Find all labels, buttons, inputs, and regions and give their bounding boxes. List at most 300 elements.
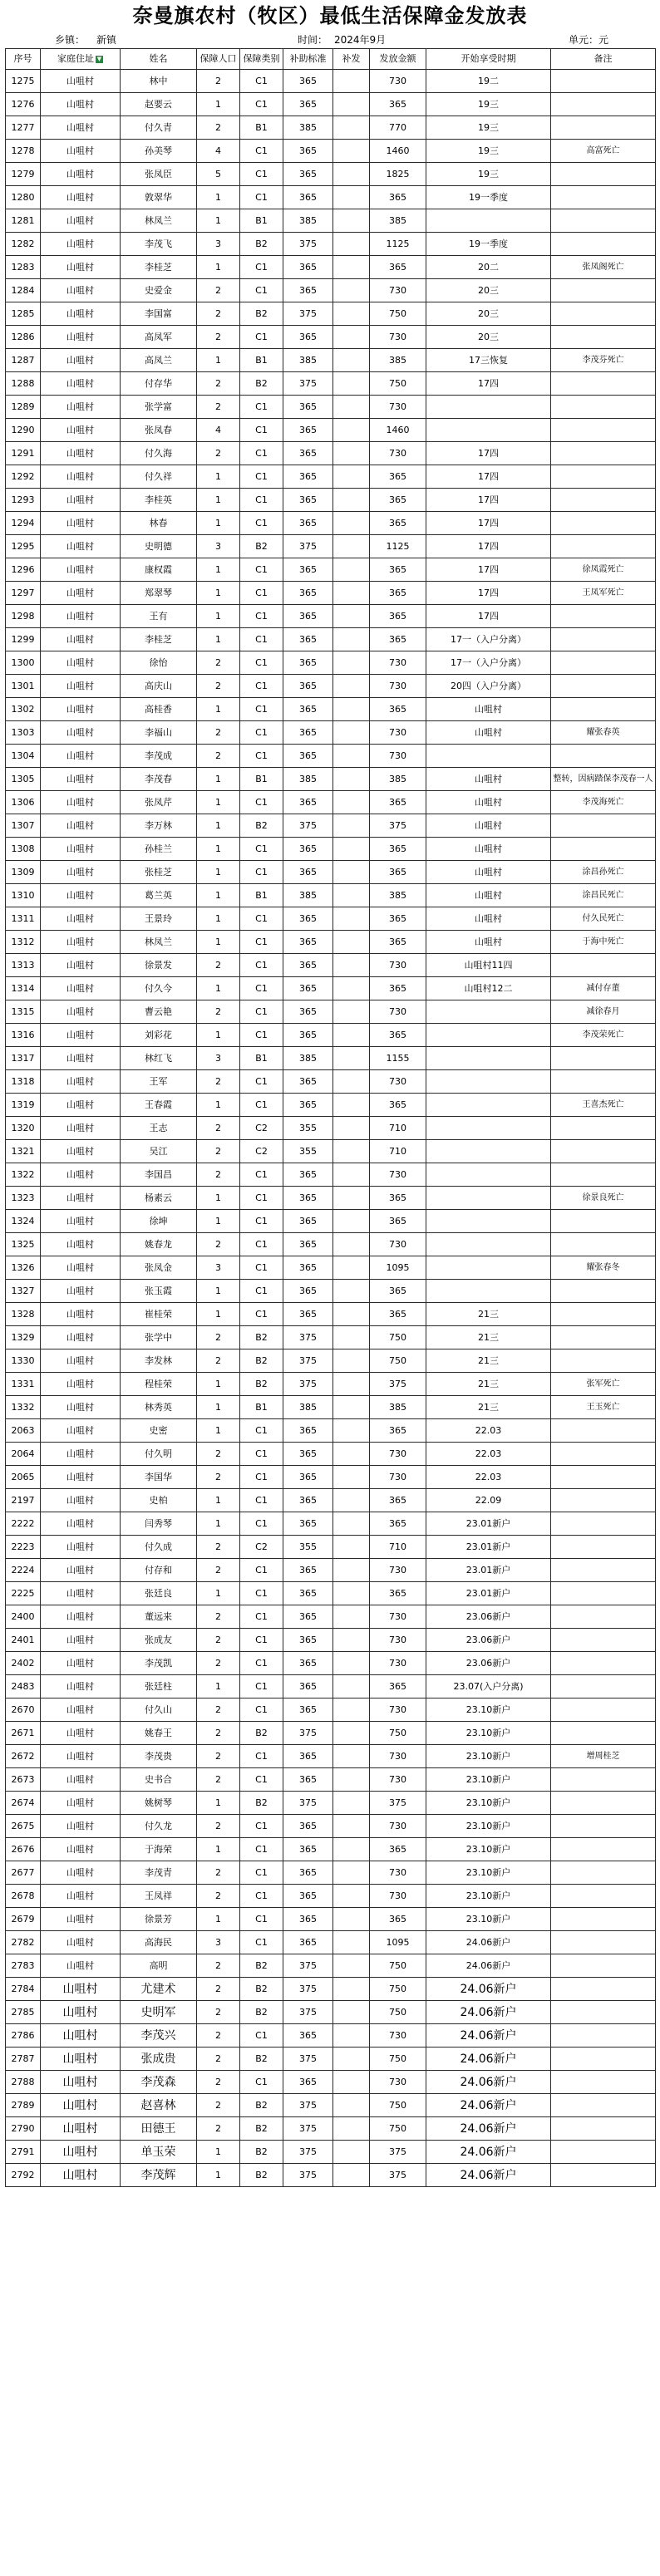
- people-cell[interactable]: 2: [197, 302, 240, 326]
- start-period-cell[interactable]: 21三: [426, 1303, 551, 1326]
- standard-cell[interactable]: 365: [283, 698, 333, 721]
- category-cell[interactable]: C1: [240, 2024, 283, 2048]
- serial-cell[interactable]: 1289: [6, 396, 41, 419]
- serial-cell[interactable]: 1321: [6, 1140, 41, 1163]
- start-period-cell[interactable]: [426, 1187, 551, 1210]
- amount-cell[interactable]: 1825: [370, 163, 426, 186]
- standard-cell[interactable]: 355: [283, 1536, 333, 1559]
- note-cell[interactable]: 高富死亡: [551, 140, 656, 163]
- backpay-cell[interactable]: [333, 1047, 370, 1070]
- name-cell[interactable]: 史密: [121, 1419, 197, 1443]
- address-cell[interactable]: 山咀村: [41, 1722, 121, 1745]
- people-cell[interactable]: 2: [197, 396, 240, 419]
- category-cell[interactable]: C1: [240, 1233, 283, 1256]
- category-cell[interactable]: C1: [240, 419, 283, 442]
- serial-cell[interactable]: 1329: [6, 1326, 41, 1349]
- category-cell[interactable]: C1: [240, 396, 283, 419]
- serial-cell[interactable]: 2783: [6, 1954, 41, 1978]
- name-cell[interactable]: 李万林: [121, 814, 197, 838]
- people-cell[interactable]: 4: [197, 419, 240, 442]
- backpay-cell[interactable]: [333, 814, 370, 838]
- backpay-cell[interactable]: [333, 1373, 370, 1396]
- standard-cell[interactable]: 365: [283, 465, 333, 489]
- category-cell[interactable]: C1: [240, 651, 283, 675]
- people-cell[interactable]: 1: [197, 1303, 240, 1326]
- address-cell[interactable]: 山咀村: [41, 1280, 121, 1303]
- address-cell[interactable]: 山咀村: [41, 861, 121, 884]
- name-cell[interactable]: 张玉霞: [121, 1280, 197, 1303]
- address-cell[interactable]: 山咀村: [41, 1117, 121, 1140]
- backpay-cell[interactable]: [333, 70, 370, 93]
- people-cell[interactable]: 2: [197, 651, 240, 675]
- name-cell[interactable]: 姚树琴: [121, 1792, 197, 1815]
- serial-cell[interactable]: 1322: [6, 1163, 41, 1187]
- note-cell[interactable]: 增周桂芝: [551, 1745, 656, 1768]
- backpay-cell[interactable]: [333, 931, 370, 954]
- amount-cell[interactable]: 365: [370, 1303, 426, 1326]
- backpay-cell[interactable]: [333, 651, 370, 675]
- note-cell[interactable]: [551, 2048, 656, 2071]
- start-period-cell[interactable]: 山咀村: [426, 791, 551, 814]
- backpay-cell[interactable]: [333, 1582, 370, 1605]
- name-cell[interactable]: 付久明: [121, 1443, 197, 1466]
- standard-cell[interactable]: 375: [283, 372, 333, 396]
- backpay-cell[interactable]: [333, 1187, 370, 1210]
- category-cell[interactable]: C1: [240, 698, 283, 721]
- start-period-cell[interactable]: [426, 1233, 551, 1256]
- amount-cell[interactable]: 750: [370, 1954, 426, 1978]
- people-cell[interactable]: 2: [197, 1745, 240, 1768]
- address-cell[interactable]: 山咀村: [41, 349, 121, 372]
- note-cell[interactable]: [551, 465, 656, 489]
- people-cell[interactable]: 2: [197, 2001, 240, 2024]
- address-cell[interactable]: 山咀村: [41, 1931, 121, 1954]
- category-cell[interactable]: B1: [240, 209, 283, 233]
- people-cell[interactable]: 2: [197, 326, 240, 349]
- serial-cell[interactable]: 2222: [6, 1512, 41, 1536]
- address-cell[interactable]: 山咀村: [41, 279, 121, 302]
- name-cell[interactable]: 付久海: [121, 442, 197, 465]
- start-period-cell[interactable]: 22.03: [426, 1443, 551, 1466]
- standard-cell[interactable]: 365: [283, 861, 333, 884]
- category-cell[interactable]: C1: [240, 791, 283, 814]
- name-cell[interactable]: 田德王: [121, 2117, 197, 2141]
- address-cell[interactable]: 山咀村: [41, 1978, 121, 2001]
- header-cell[interactable]: 保障人口: [197, 49, 240, 70]
- serial-cell[interactable]: 1325: [6, 1233, 41, 1256]
- name-cell[interactable]: 于海荣: [121, 1838, 197, 1861]
- serial-cell[interactable]: 1296: [6, 558, 41, 582]
- category-cell[interactable]: C1: [240, 1629, 283, 1652]
- standard-cell[interactable]: 365: [283, 1303, 333, 1326]
- standard-cell[interactable]: 365: [283, 605, 333, 628]
- amount-cell[interactable]: 365: [370, 489, 426, 512]
- standard-cell[interactable]: 365: [283, 907, 333, 931]
- note-cell[interactable]: [551, 1326, 656, 1349]
- name-cell[interactable]: 李桂芝: [121, 256, 197, 279]
- amount-cell[interactable]: 365: [370, 907, 426, 931]
- serial-cell[interactable]: 2064: [6, 1443, 41, 1466]
- people-cell[interactable]: 1: [197, 582, 240, 605]
- start-period-cell[interactable]: 山咀村: [426, 768, 551, 791]
- backpay-cell[interactable]: [333, 698, 370, 721]
- start-period-cell[interactable]: [426, 396, 551, 419]
- address-cell[interactable]: 山咀村: [41, 1512, 121, 1536]
- category-cell[interactable]: C1: [240, 675, 283, 698]
- start-period-cell[interactable]: [426, 1117, 551, 1140]
- start-period-cell[interactable]: 山咀村: [426, 721, 551, 745]
- category-cell[interactable]: C1: [240, 1605, 283, 1629]
- people-cell[interactable]: 2: [197, 675, 240, 698]
- start-period-cell[interactable]: 24.06新户: [426, 1954, 551, 1978]
- address-cell[interactable]: 山咀村: [41, 1443, 121, 1466]
- people-cell[interactable]: 1: [197, 1024, 240, 1047]
- start-period-cell[interactable]: 22.09: [426, 1489, 551, 1512]
- category-cell[interactable]: B2: [240, 233, 283, 256]
- note-cell[interactable]: [551, 1117, 656, 1140]
- category-cell[interactable]: B2: [240, 2094, 283, 2117]
- backpay-cell[interactable]: [333, 977, 370, 1000]
- backpay-cell[interactable]: [333, 1396, 370, 1419]
- amount-cell[interactable]: 365: [370, 582, 426, 605]
- amount-cell[interactable]: 730: [370, 396, 426, 419]
- serial-cell[interactable]: 2676: [6, 1838, 41, 1861]
- header-cell[interactable]: 备注: [551, 49, 656, 70]
- standard-cell[interactable]: 365: [283, 1094, 333, 1117]
- header-cell[interactable]: 姓名: [121, 49, 197, 70]
- standard-cell[interactable]: 365: [283, 1582, 333, 1605]
- note-cell[interactable]: [551, 698, 656, 721]
- category-cell[interactable]: C1: [240, 721, 283, 745]
- address-cell[interactable]: 山咀村: [41, 1838, 121, 1861]
- name-cell[interactable]: 林凤兰: [121, 931, 197, 954]
- name-cell[interactable]: 付久祥: [121, 465, 197, 489]
- address-cell[interactable]: 山咀村: [41, 256, 121, 279]
- start-period-cell[interactable]: 23.10新户: [426, 1885, 551, 1908]
- address-cell[interactable]: 山咀村: [41, 1745, 121, 1768]
- category-cell[interactable]: C1: [240, 1443, 283, 1466]
- backpay-cell[interactable]: [333, 163, 370, 186]
- note-cell[interactable]: [551, 302, 656, 326]
- category-cell[interactable]: C1: [240, 1838, 283, 1861]
- amount-cell[interactable]: 375: [370, 2141, 426, 2164]
- amount-cell[interactable]: 385: [370, 768, 426, 791]
- name-cell[interactable]: 崔桂荣: [121, 1303, 197, 1326]
- category-cell[interactable]: C1: [240, 1070, 283, 1094]
- name-cell[interactable]: 孙美琴: [121, 140, 197, 163]
- note-cell[interactable]: 付久民死亡: [551, 907, 656, 931]
- amount-cell[interactable]: 730: [370, 1000, 426, 1024]
- note-cell[interactable]: [551, 163, 656, 186]
- standard-cell[interactable]: 365: [283, 1187, 333, 1210]
- backpay-cell[interactable]: [333, 1140, 370, 1163]
- amount-cell[interactable]: 750: [370, 372, 426, 396]
- category-cell[interactable]: C1: [240, 442, 283, 465]
- name-cell[interactable]: 赵要云: [121, 93, 197, 116]
- standard-cell[interactable]: 365: [283, 1908, 333, 1931]
- people-cell[interactable]: 1: [197, 1675, 240, 1698]
- backpay-cell[interactable]: [333, 256, 370, 279]
- backpay-cell[interactable]: [333, 1303, 370, 1326]
- serial-cell[interactable]: 2197: [6, 1489, 41, 1512]
- category-cell[interactable]: C2: [240, 1117, 283, 1140]
- header-cell[interactable]: 补发: [333, 49, 370, 70]
- people-cell[interactable]: 1: [197, 1489, 240, 1512]
- note-cell[interactable]: 张军死亡: [551, 1373, 656, 1396]
- amount-cell[interactable]: 365: [370, 1512, 426, 1536]
- backpay-cell[interactable]: [333, 721, 370, 745]
- name-cell[interactable]: 付久龙: [121, 1815, 197, 1838]
- name-cell[interactable]: 付存和: [121, 1559, 197, 1582]
- name-cell[interactable]: 付久今: [121, 977, 197, 1000]
- standard-cell[interactable]: 365: [283, 1024, 333, 1047]
- serial-cell[interactable]: 1281: [6, 209, 41, 233]
- name-cell[interactable]: 徐怡: [121, 651, 197, 675]
- category-cell[interactable]: C1: [240, 582, 283, 605]
- name-cell[interactable]: 张凤臣: [121, 163, 197, 186]
- people-cell[interactable]: 2: [197, 1117, 240, 1140]
- people-cell[interactable]: 2: [197, 2071, 240, 2094]
- amount-cell[interactable]: 365: [370, 1280, 426, 1303]
- backpay-cell[interactable]: [333, 2071, 370, 2094]
- amount-cell[interactable]: 750: [370, 2001, 426, 2024]
- amount-cell[interactable]: 730: [370, 1070, 426, 1094]
- people-cell[interactable]: 1: [197, 349, 240, 372]
- address-cell[interactable]: 山咀村: [41, 93, 121, 116]
- serial-cell[interactable]: 1299: [6, 628, 41, 651]
- category-cell[interactable]: B2: [240, 2141, 283, 2164]
- standard-cell[interactable]: 365: [283, 2024, 333, 2048]
- name-cell[interactable]: 徐景芳: [121, 1908, 197, 1931]
- category-cell[interactable]: B2: [240, 814, 283, 838]
- serial-cell[interactable]: 1303: [6, 721, 41, 745]
- standard-cell[interactable]: 365: [283, 1280, 333, 1303]
- backpay-cell[interactable]: [333, 1070, 370, 1094]
- address-cell[interactable]: 山咀村: [41, 163, 121, 186]
- address-cell[interactable]: 山咀村: [41, 1489, 121, 1512]
- name-cell[interactable]: 林春: [121, 512, 197, 535]
- standard-cell[interactable]: 355: [283, 1140, 333, 1163]
- address-cell[interactable]: 山咀村: [41, 1675, 121, 1698]
- backpay-cell[interactable]: [333, 1885, 370, 1908]
- category-cell[interactable]: C2: [240, 1140, 283, 1163]
- name-cell[interactable]: 徐坤: [121, 1210, 197, 1233]
- backpay-cell[interactable]: [333, 745, 370, 768]
- note-cell[interactable]: 涂昌民死亡: [551, 884, 656, 907]
- category-cell[interactable]: C1: [240, 1000, 283, 1024]
- header-cell[interactable]: 补助标准: [283, 49, 333, 70]
- address-cell[interactable]: 山咀村: [41, 675, 121, 698]
- category-cell[interactable]: C1: [240, 163, 283, 186]
- start-period-cell[interactable]: [426, 1280, 551, 1303]
- amount-cell[interactable]: 730: [370, 1233, 426, 1256]
- start-period-cell[interactable]: 17三恢复: [426, 349, 551, 372]
- address-cell[interactable]: 山咀村: [41, 70, 121, 93]
- people-cell[interactable]: 2: [197, 1722, 240, 1745]
- standard-cell[interactable]: 365: [283, 675, 333, 698]
- note-cell[interactable]: [551, 1605, 656, 1629]
- address-cell[interactable]: 山咀村: [41, 628, 121, 651]
- category-cell[interactable]: C1: [240, 1419, 283, 1443]
- category-cell[interactable]: C1: [240, 1908, 283, 1931]
- people-cell[interactable]: 2: [197, 1233, 240, 1256]
- backpay-cell[interactable]: [333, 1443, 370, 1466]
- serial-cell[interactable]: 1332: [6, 1396, 41, 1419]
- address-cell[interactable]: 山咀村: [41, 2141, 121, 2164]
- serial-cell[interactable]: 1288: [6, 372, 41, 396]
- standard-cell[interactable]: 365: [283, 1256, 333, 1280]
- serial-cell[interactable]: 1330: [6, 1349, 41, 1373]
- amount-cell[interactable]: 1155: [370, 1047, 426, 1070]
- standard-cell[interactable]: 365: [283, 977, 333, 1000]
- note-cell[interactable]: [551, 1675, 656, 1698]
- name-cell[interactable]: 杨素云: [121, 1187, 197, 1210]
- note-cell[interactable]: [551, 1815, 656, 1838]
- amount-cell[interactable]: 375: [370, 2164, 426, 2187]
- people-cell[interactable]: 1: [197, 1280, 240, 1303]
- backpay-cell[interactable]: [333, 116, 370, 140]
- note-cell[interactable]: [551, 1233, 656, 1256]
- start-period-cell[interactable]: 19二: [426, 70, 551, 93]
- backpay-cell[interactable]: [333, 442, 370, 465]
- start-period-cell[interactable]: [426, 1047, 551, 1070]
- amount-cell[interactable]: 730: [370, 1559, 426, 1582]
- amount-cell[interactable]: 385: [370, 209, 426, 233]
- name-cell[interactable]: 王有: [121, 605, 197, 628]
- people-cell[interactable]: 1: [197, 1373, 240, 1396]
- note-cell[interactable]: 减付存董: [551, 977, 656, 1000]
- address-cell[interactable]: 山咀村: [41, 1187, 121, 1210]
- standard-cell[interactable]: 365: [283, 1885, 333, 1908]
- standard-cell[interactable]: 365: [283, 1559, 333, 1582]
- people-cell[interactable]: 1: [197, 768, 240, 791]
- backpay-cell[interactable]: [333, 838, 370, 861]
- note-cell[interactable]: [551, 1303, 656, 1326]
- category-cell[interactable]: C1: [240, 954, 283, 977]
- name-cell[interactable]: 付久山: [121, 1698, 197, 1722]
- address-cell[interactable]: 山咀村: [41, 651, 121, 675]
- amount-cell[interactable]: 730: [370, 745, 426, 768]
- category-cell[interactable]: C1: [240, 256, 283, 279]
- backpay-cell[interactable]: [333, 1280, 370, 1303]
- amount-cell[interactable]: 365: [370, 605, 426, 628]
- people-cell[interactable]: 2: [197, 1629, 240, 1652]
- standard-cell[interactable]: 365: [283, 186, 333, 209]
- people-cell[interactable]: 1: [197, 1838, 240, 1861]
- start-period-cell[interactable]: 17四: [426, 512, 551, 535]
- serial-cell[interactable]: 1316: [6, 1024, 41, 1047]
- amount-cell[interactable]: 365: [370, 1024, 426, 1047]
- standard-cell[interactable]: 385: [283, 116, 333, 140]
- backpay-cell[interactable]: [333, 419, 370, 442]
- address-cell[interactable]: 山咀村: [41, 1070, 121, 1094]
- address-cell[interactable]: 山咀村: [41, 1954, 121, 1978]
- backpay-cell[interactable]: [333, 1675, 370, 1698]
- category-cell[interactable]: C1: [240, 1559, 283, 1582]
- amount-cell[interactable]: 750: [370, 1326, 426, 1349]
- address-cell[interactable]: 山咀村: [41, 1582, 121, 1605]
- people-cell[interactable]: 1: [197, 1419, 240, 1443]
- name-cell[interactable]: 付存华: [121, 372, 197, 396]
- category-cell[interactable]: B2: [240, 302, 283, 326]
- serial-cell[interactable]: 2670: [6, 1698, 41, 1722]
- note-cell[interactable]: [551, 2094, 656, 2117]
- serial-cell[interactable]: 2223: [6, 1536, 41, 1559]
- standard-cell[interactable]: 375: [283, 1326, 333, 1349]
- people-cell[interactable]: 1: [197, 489, 240, 512]
- category-cell[interactable]: C1: [240, 1745, 283, 1768]
- people-cell[interactable]: 1: [197, 93, 240, 116]
- amount-cell[interactable]: 385: [370, 884, 426, 907]
- name-cell[interactable]: 史爱金: [121, 279, 197, 302]
- category-cell[interactable]: C1: [240, 1024, 283, 1047]
- name-cell[interactable]: 李国华: [121, 1466, 197, 1489]
- serial-cell[interactable]: 1305: [6, 768, 41, 791]
- start-period-cell[interactable]: 23.10新户: [426, 1722, 551, 1745]
- people-cell[interactable]: 1: [197, 907, 240, 931]
- address-cell[interactable]: 山咀村: [41, 1303, 121, 1326]
- serial-cell[interactable]: 1287: [6, 349, 41, 372]
- start-period-cell[interactable]: 23.10新户: [426, 1768, 551, 1792]
- start-period-cell[interactable]: 23.01新户: [426, 1559, 551, 1582]
- name-cell[interactable]: 李国富: [121, 302, 197, 326]
- category-cell[interactable]: C1: [240, 1675, 283, 1698]
- people-cell[interactable]: 1: [197, 1210, 240, 1233]
- serial-cell[interactable]: 1295: [6, 535, 41, 558]
- people-cell[interactable]: 3: [197, 1256, 240, 1280]
- backpay-cell[interactable]: [333, 1536, 370, 1559]
- start-period-cell[interactable]: 23.06新户: [426, 1605, 551, 1629]
- note-cell[interactable]: [551, 1931, 656, 1954]
- amount-cell[interactable]: 730: [370, 1861, 426, 1885]
- category-cell[interactable]: B1: [240, 768, 283, 791]
- people-cell[interactable]: 1: [197, 977, 240, 1000]
- category-cell[interactable]: C1: [240, 465, 283, 489]
- category-cell[interactable]: B2: [240, 1722, 283, 1745]
- name-cell[interactable]: 王春霞: [121, 1094, 197, 1117]
- start-period-cell[interactable]: 24.06新户: [426, 2141, 551, 2164]
- start-period-cell[interactable]: [426, 745, 551, 768]
- standard-cell[interactable]: 375: [283, 302, 333, 326]
- start-period-cell[interactable]: 22.03: [426, 1466, 551, 1489]
- serial-cell[interactable]: 1286: [6, 326, 41, 349]
- name-cell[interactable]: 李茂贵: [121, 1745, 197, 1768]
- amount-cell[interactable]: 710: [370, 1536, 426, 1559]
- backpay-cell[interactable]: [333, 1233, 370, 1256]
- standard-cell[interactable]: 365: [283, 1861, 333, 1885]
- standard-cell[interactable]: 375: [283, 1792, 333, 1815]
- address-cell[interactable]: 山咀村: [41, 233, 121, 256]
- amount-cell[interactable]: 750: [370, 2117, 426, 2141]
- backpay-cell[interactable]: [333, 1698, 370, 1722]
- serial-cell[interactable]: 1317: [6, 1047, 41, 1070]
- header-cell[interactable]: 发放金额: [370, 49, 426, 70]
- start-period-cell[interactable]: [426, 1256, 551, 1280]
- address-cell[interactable]: 山咀村: [41, 2001, 121, 2024]
- category-cell[interactable]: C1: [240, 70, 283, 93]
- people-cell[interactable]: 1: [197, 838, 240, 861]
- standard-cell[interactable]: 365: [283, 1931, 333, 1954]
- name-cell[interactable]: 李茂辉: [121, 2164, 197, 2187]
- category-cell[interactable]: C1: [240, 489, 283, 512]
- people-cell[interactable]: 2: [197, 70, 240, 93]
- start-period-cell[interactable]: 19三: [426, 93, 551, 116]
- serial-cell[interactable]: 1301: [6, 675, 41, 698]
- backpay-cell[interactable]: [333, 349, 370, 372]
- serial-cell[interactable]: 1309: [6, 861, 41, 884]
- serial-cell[interactable]: 1304: [6, 745, 41, 768]
- name-cell[interactable]: 张凤芹: [121, 791, 197, 814]
